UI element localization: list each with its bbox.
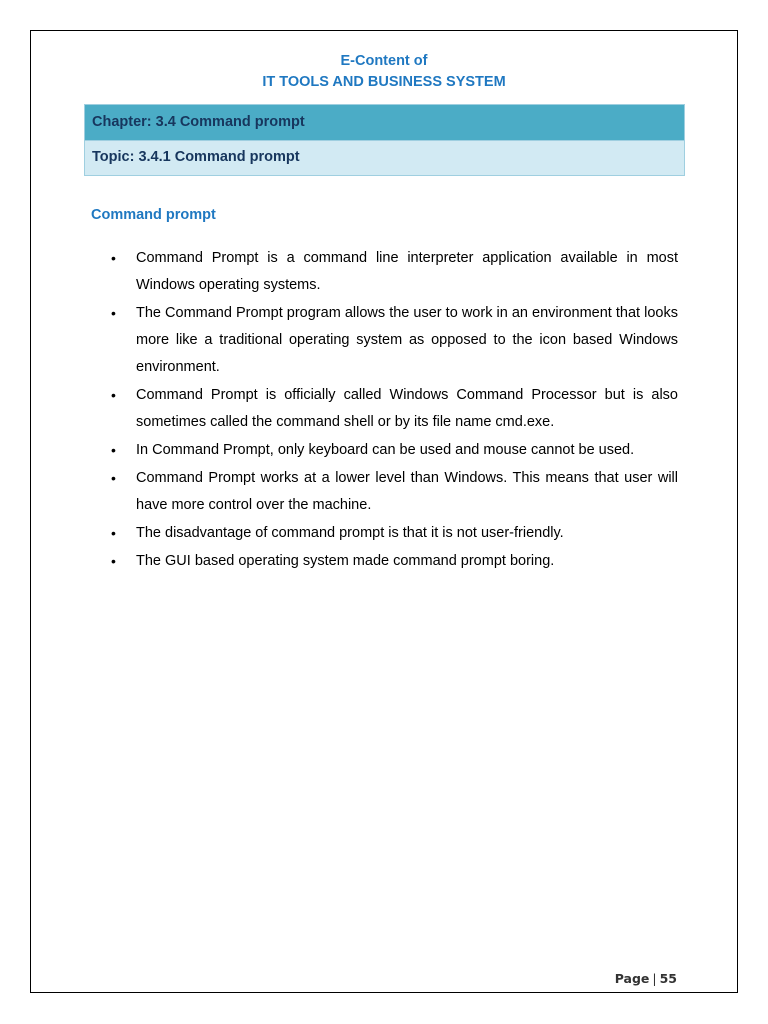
page-number: 55 — [659, 971, 677, 986]
list-item — [109, 300, 678, 381]
list-item-text: Command Prompt works at a lower level than Windows. This means that user will have more control over the machine. — [136, 470, 678, 513]
page-frame — [30, 30, 738, 993]
bullet-icon: • — [111, 553, 116, 569]
list-item-text: Command Prompt is officially called Windows Command Processor but is also sometimes called the command shell or by its file name cmd.exe. — [136, 387, 678, 430]
bullet-icon: • — [111, 525, 116, 541]
list-item-text: The disadvantage of command prompt is that it is not user-friendly. — [136, 525, 564, 541]
document-header — [31, 51, 737, 93]
bullet-icon: • — [111, 250, 116, 266]
chapter-topic-box — [84, 104, 685, 176]
list-item — [109, 382, 678, 436]
list-item-text: The Command Prompt program allows the user to work in an environment that looks more like a traditional operating system as opposed to the icon based Windows environment. — [136, 305, 678, 375]
header-line-course-title: IT TOOLS AND BUSINESS SYSTEM — [262, 74, 506, 90]
list-item — [109, 548, 678, 575]
chapter-title: Chapter: 3.4 Command prompt — [85, 105, 684, 141]
bullet-icon: • — [111, 470, 116, 486]
bullet-icon: • — [111, 305, 116, 321]
section-heading: Command prompt — [91, 207, 216, 223]
page-label: Page — [614, 971, 650, 986]
bullet-icon: • — [111, 387, 116, 403]
bullet-list — [109, 245, 678, 576]
list-item — [109, 437, 678, 464]
list-item — [109, 245, 678, 299]
list-item-text: In Command Prompt, only keyboard can be used and mouse cannot be used. — [136, 442, 635, 458]
topic-title: Topic: 3.4.1 Command prompt — [85, 141, 684, 175]
page-footer — [615, 971, 677, 986]
bullet-icon: • — [111, 442, 116, 458]
list-item-text: Command Prompt is a command line interpreter application available in most Windows operating systems. — [136, 250, 678, 293]
list-item — [109, 520, 678, 547]
page-separator: | — [652, 971, 657, 986]
list-item-text: The GUI based operating system made command prompt boring. — [136, 553, 555, 569]
header-line-econtent: E-Content of — [340, 53, 428, 69]
list-item — [109, 465, 678, 519]
